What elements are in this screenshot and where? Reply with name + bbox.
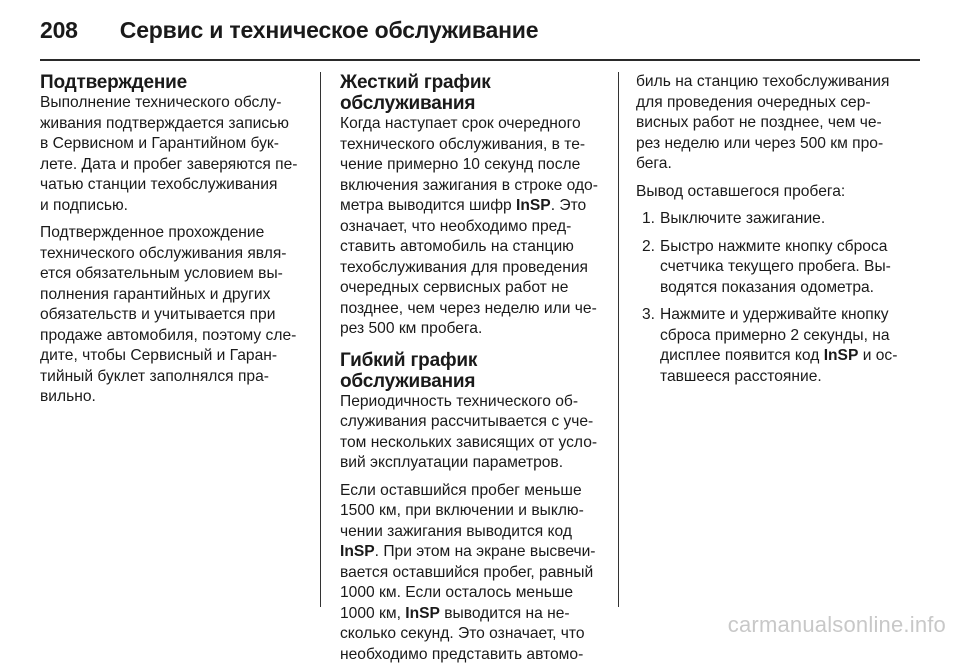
paragraph-flexible-2 — [340, 481, 604, 666]
text-line: технического обслуживания, в те- — [340, 135, 586, 153]
watermark: carmanualsonline.info — [727, 612, 946, 637]
display-code-insp: InSP — [516, 197, 551, 214]
heading-flexible-schedule: Гибкий график обслуживания — [340, 349, 478, 392]
text-line: в Сервисном и Гарантийном бук- — [40, 135, 279, 152]
text-line: очередных сервисных работ не — [340, 279, 569, 296]
paragraph-continued — [636, 72, 902, 175]
text-line: счетчика текущего пробега. Вы- — [660, 258, 891, 275]
text-line: тийный буклет заполнялся пра- — [40, 367, 269, 385]
text-line: лете. Дата и пробег заверяются пе- — [40, 155, 298, 173]
heading-confirmation: Подтверждение — [40, 72, 187, 93]
text-line — [340, 196, 604, 217]
text-line: вий эксплуатации параметров. — [340, 454, 564, 471]
heading-line: обслуживания — [340, 93, 476, 114]
text-line: и подписью. — [40, 196, 129, 214]
section-title: Сервис и техническое обслуживание — [119, 16, 539, 43]
text-line: чение примерно 10 секунд после — [340, 156, 581, 173]
text-line: Подтвержденное прохождение — [40, 224, 265, 241]
text-line: том нескольких зависящих от усло- — [340, 433, 598, 451]
column-1 — [40, 72, 308, 415]
text-line: позднее, чем через неделю или че- — [340, 299, 597, 317]
text-line: рез неделю или через 500 км про- — [636, 134, 884, 152]
text-line: сброса примерно 2 секунды, на — [660, 326, 890, 344]
column-3 — [636, 72, 902, 394]
text-line: чении зажигания выводится код — [340, 522, 572, 540]
text-line: техобслуживания для проведения — [340, 258, 588, 276]
text-line — [660, 346, 902, 367]
text-line: включения зажигания в строке одо- — [340, 176, 598, 194]
text-fragment: метра выводится шифр — [340, 197, 517, 214]
text-fragment: выводится на не- — [439, 604, 570, 622]
text-line — [340, 604, 604, 625]
text-line: рез 500 км пробега. — [340, 320, 483, 337]
text-line: Выполнение технического обслу- — [40, 94, 282, 111]
paragraph-confirmation-2 — [40, 223, 308, 408]
heading-line: Жесткий график — [340, 72, 491, 93]
text-line: технического обслуживания явля- — [40, 244, 287, 262]
text-line: Периодичность технического об- — [340, 392, 579, 410]
text-line — [340, 542, 604, 563]
page-number: 208 — [40, 16, 78, 43]
text-fragment: и ос- — [858, 347, 898, 364]
text-line: бега. — [636, 155, 672, 172]
text-line: биль на станцию техобслуживания — [636, 73, 890, 90]
column-2 — [340, 72, 604, 672]
text-fragment: . При этом на экране высвечи- — [374, 543, 596, 560]
paragraph-remaining-mileage: Вывод оставшегося пробега: — [636, 182, 846, 200]
text-line: 1500 км, при включении и выклю- — [340, 502, 584, 519]
text-line: Когда наступает срок очередного — [340, 115, 581, 132]
text-line: вильно. — [40, 388, 96, 405]
list-number: 3. — [642, 306, 656, 323]
text-line: Выключите зажигание. — [660, 210, 826, 227]
paragraph-fixed-schedule — [340, 114, 604, 340]
text-line: ставить автомобиль на станцию — [340, 238, 574, 255]
text-line: полнения гарантийных и других — [40, 285, 271, 303]
text-line: Нажмите и удерживайте кнопку — [660, 306, 889, 323]
text-line: водятся показания одометра. — [660, 278, 875, 296]
text-line: висных работ не позднее, чем че- — [636, 114, 882, 131]
display-code-insp: InSP — [823, 347, 859, 364]
text-line: Если оставшийся пробег меньше — [340, 481, 582, 499]
list-number: 1. — [642, 210, 656, 227]
list-item — [636, 237, 902, 299]
text-line: для проведения очередных сер- — [636, 93, 871, 111]
steps-list — [636, 209, 902, 387]
text-line: чатью станции техобслуживания — [40, 176, 278, 193]
display-code-insp: InSP — [405, 604, 440, 622]
page-header — [40, 14, 538, 46]
text-fragment: . Это — [550, 197, 587, 214]
text-line: Быстро нажмите кнопку сброса — [660, 237, 888, 255]
text-fragment: дисплее появится код — [660, 347, 824, 364]
text-line: необходимо представить автомо- — [340, 645, 584, 663]
text-line: обязательств и учитывается при — [40, 306, 276, 323]
text-line: дите, чтобы Сервисный и Гаран- — [40, 347, 278, 364]
heading-fixed-schedule — [340, 72, 604, 114]
column-divider-2 — [618, 72, 619, 607]
text-line: живания подтверждается записью — [40, 114, 289, 132]
text-fragment: 1000 км, — [340, 604, 406, 622]
text-line: 1000 км. Если осталось меньше — [340, 584, 574, 601]
text-line: продаже автомобиля, поэтому сле- — [40, 326, 297, 344]
text-line: вается оставшийся пробег, равный — [340, 563, 594, 581]
display-code-insp: InSP — [340, 543, 375, 560]
text-line: ется обязательным условием вы- — [40, 265, 283, 282]
text-line: сколько секунд. Это означает, что — [340, 625, 585, 642]
list-item — [636, 305, 902, 387]
column-divider-1 — [320, 72, 321, 607]
list-item — [636, 209, 902, 230]
text-line: служивания рассчитывается с уче- — [340, 413, 594, 430]
list-number: 2. — [642, 237, 656, 255]
paragraph-confirmation-1 — [40, 93, 308, 216]
text-line: означает, что необходимо пред- — [340, 217, 572, 235]
paragraph-flexible-1 — [340, 392, 604, 474]
header-rule — [40, 59, 920, 61]
text-line: тавшееся расстояние. — [660, 367, 822, 385]
